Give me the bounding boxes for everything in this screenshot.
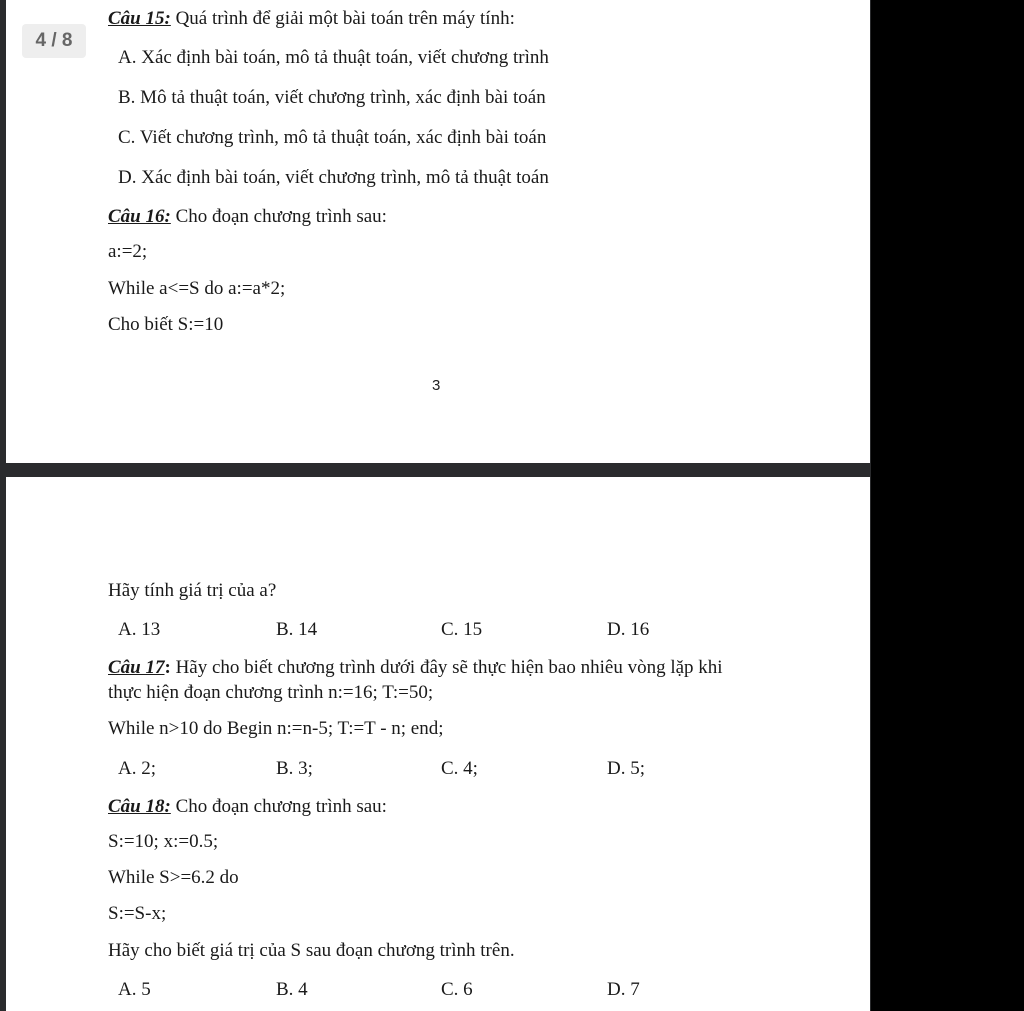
question-16 bbox=[108, 205, 387, 229]
question-15-text: Quá trình để giải một bài toán trên máy tính: bbox=[170, 8, 515, 29]
question-17-option-d: D. 5; bbox=[607, 758, 645, 779]
question-18-option-d: D. 7 bbox=[607, 979, 640, 1000]
question-16-code-line: a:=2; bbox=[108, 241, 148, 262]
question-18-code-line: While S>=6.2 do bbox=[108, 867, 239, 888]
question-16-option-b: B. 14 bbox=[276, 619, 318, 640]
question-18-prompt: Hãy cho biết giá trị của S sau đoạn chương trình trên. bbox=[108, 940, 515, 961]
question-18-code-line: S:=10; x:=0.5; bbox=[108, 831, 219, 852]
question-18-label: Câu 18: bbox=[108, 796, 171, 817]
question-17-option-c: C. 4; bbox=[441, 758, 478, 779]
question-15-option-a: A. Xác định bài toán, mô tả thuật toán, viết chương trình bbox=[118, 47, 549, 68]
question-16-option-d: D. 16 bbox=[607, 619, 650, 640]
document-page-4 bbox=[6, 477, 870, 1011]
question-17-option-b: B. 3; bbox=[276, 758, 313, 779]
viewer-side-panel bbox=[871, 0, 1024, 1011]
question-16-code-line: Cho biết S:=10 bbox=[108, 314, 224, 335]
question-15-option-d: D. Xác định bài toán, viết chương trình, mô tả thuật toán bbox=[118, 167, 549, 188]
question-18-option-a: A. 5 bbox=[118, 979, 151, 1000]
question-17-code: While n>10 do Begin n:=n-5; T:=T - n; end; bbox=[108, 718, 444, 739]
page-number: 3 bbox=[432, 377, 441, 394]
question-17-option-a: A. 2; bbox=[118, 758, 156, 779]
question-18-code-line: S:=S-x; bbox=[108, 903, 167, 924]
question-16-prompt: Hãy tính giá trị của a? bbox=[108, 580, 277, 601]
question-17-label: Câu 17 bbox=[108, 657, 165, 678]
question-18-text: Cho đoạn chương trình sau: bbox=[170, 796, 387, 817]
question-18-option-b: B. 4 bbox=[276, 979, 308, 1000]
question-18 bbox=[108, 795, 387, 819]
question-18-option-c: C. 6 bbox=[441, 979, 473, 1000]
question-16-option-a: A. 13 bbox=[118, 619, 161, 640]
question-15 bbox=[108, 7, 515, 31]
page-counter-badge: 4 / 8 bbox=[22, 24, 86, 58]
question-16-text: Cho đoạn chương trình sau: bbox=[170, 206, 387, 227]
question-15-label: Câu 15: bbox=[108, 8, 171, 29]
question-15-option-b: B. Mô tả thuật toán, viết chương trình, xác định bài toán bbox=[118, 87, 546, 108]
question-17-text-continued: thực hiện đoạn chương trình n:=16; T:=50; bbox=[108, 682, 434, 703]
question-17-text: Hãy cho biết chương trình dưới đây sẽ thực hiện bao nhiêu vòng lặp khi bbox=[170, 657, 723, 678]
question-17 bbox=[108, 656, 723, 680]
question-17-label-colon: : bbox=[164, 657, 171, 678]
question-16-option-c: C. 15 bbox=[441, 619, 483, 640]
question-16-label: Câu 16: bbox=[108, 206, 171, 227]
question-15-option-c: C. Viết chương trình, mô tả thuật toán, xác định bài toán bbox=[118, 127, 547, 148]
question-16-code-line: While a<=S do a:=a*2; bbox=[108, 278, 286, 299]
